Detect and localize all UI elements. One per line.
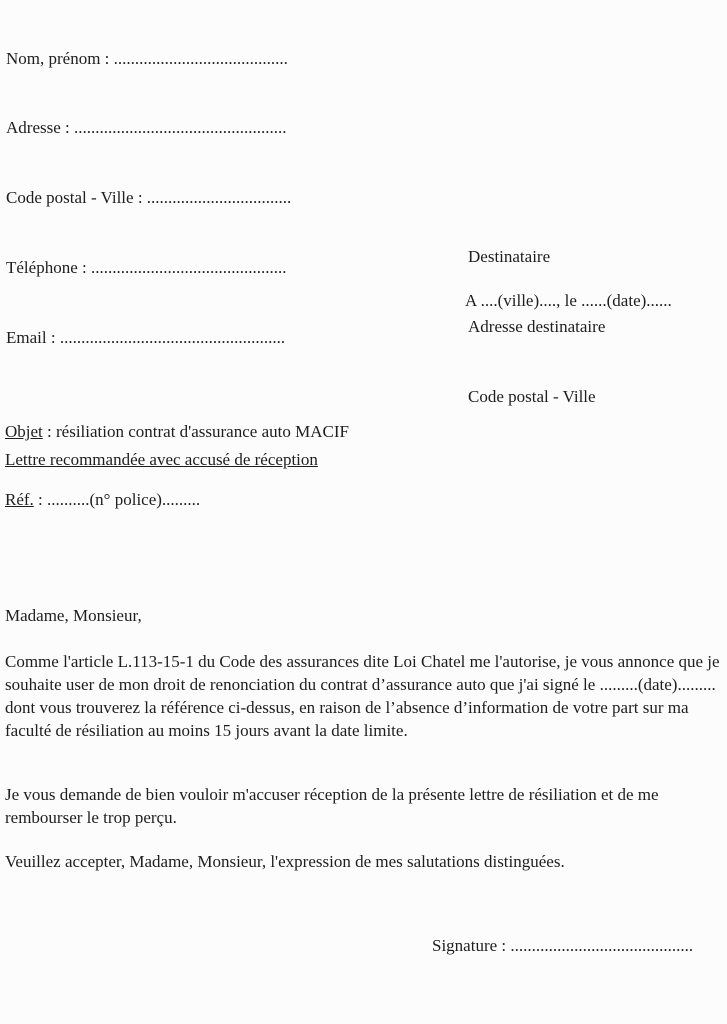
body-paragraph-acknowledgement: Je vous demande de bien vouloir m'accuser réception de la présente lettre de résiliation et de me rembourser le trop perçu.: [5, 785, 663, 827]
subject-line: [5, 421, 349, 444]
reference-label: Réf.: [5, 489, 34, 509]
subject-text: : résiliation contrat d'assurance auto MACIF: [42, 422, 349, 442]
signature-line: Signature : ...........................................: [432, 936, 694, 955]
recipient-line-name: Destinataire: [468, 247, 551, 267]
sender-block: [6, 0, 291, 396]
recipient-line-address: Adresse destinataire: [468, 317, 606, 337]
sender-line-address: Adresse : ..................................................: [6, 118, 287, 138]
recipient-block: [468, 199, 605, 454]
reference-text: : ..........(n° police).........: [33, 489, 201, 509]
registered-mail-line: Lettre recommandée avec accusé de réception: [5, 450, 318, 469]
sender-line-postal-city: Code postal - Ville : ..................................: [6, 188, 292, 208]
sender-line-email: Email : .....................................................: [6, 328, 286, 348]
reference-line: [5, 489, 349, 512]
recipient-line-postal-city: Code postal - Ville: [468, 386, 596, 406]
body-paragraph-chatel: Comme l'article L.113-15-1 du Code des assurances dite Loi Chatel me l'autorise, je vous annonce que je souhaite user de mon droit de renonciation du contrat d’assurance auto que j'ai signé le .........(date)......... dont vous trouverez la référence ci-dessus, en raison de l’absence d’information de votre part sur ma faculté de résiliation au moins 15 jours avant la date limite.: [5, 652, 724, 740]
date-line: A ....(ville)...., le ......(date)......: [465, 291, 672, 310]
body-paragraph-closing: Veuillez accepter, Madame, Monsieur, l'expression de mes salutations distinguées.: [5, 852, 565, 871]
sender-line-name: Nom, prénom : .........................................: [6, 48, 288, 68]
salutation: Madame, Monsieur,: [5, 606, 142, 625]
sender-line-phone: Téléphone : ..............................................: [6, 258, 287, 278]
subject-label: Objet: [5, 422, 43, 442]
